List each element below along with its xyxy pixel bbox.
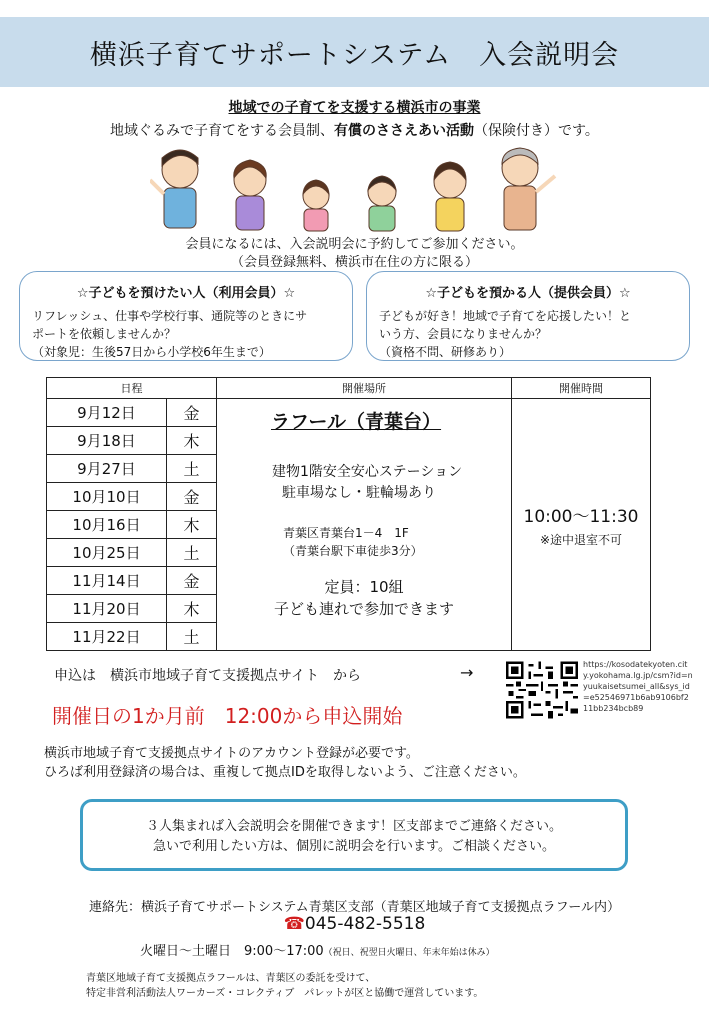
session-date: 9月12日 <box>47 399 167 427</box>
venue-kids-note: 子ども連れで参加できます <box>273 600 454 618</box>
session-date: 11月22日 <box>47 623 167 651</box>
venue-building: 建物1階安全安心ステーション <box>272 464 463 480</box>
session-date: 11月20日 <box>47 595 167 623</box>
office-hours: 火曜日～土曜日 9:00～17:00（祝日、祝翌日火曜日、年末年始は休み） <box>140 944 495 959</box>
arrow-icon: → <box>460 663 474 682</box>
session-date: 11月14日 <box>47 567 167 595</box>
venue-header: 開催場所 <box>217 378 512 399</box>
session-day: 土 <box>167 455 217 483</box>
session-day: 木 <box>167 427 217 455</box>
venue-parking: 駐車場なし・駐輪場あり <box>282 485 436 501</box>
user-member-box <box>19 271 353 361</box>
title-banner <box>0 17 709 87</box>
venue-name: ラフール（青葉台） <box>271 411 442 433</box>
qr-code-icon[interactable] <box>506 661 578 719</box>
session-date: 9月27日 <box>47 455 167 483</box>
session-date: 10月16日 <box>47 511 167 539</box>
tagline: 地域ぐるみで子育てをする会員制、有償のささえあい活動（保険付き）です。 <box>110 123 599 139</box>
page-title: 横浜子育てサポートシステム 入会説明会 <box>89 39 620 71</box>
account-requirement: 横浜市地域子育て支援拠点サイトのアカウント登録が必要です。 ひろば利用登録済の場合は、重複して拠点IDを取得しないよう、ご注意ください。 <box>44 746 526 780</box>
session-date: 10月10日 <box>47 483 167 511</box>
schedule-table <box>46 377 651 651</box>
time-header: 開催時間 <box>512 378 651 399</box>
venue-cell <box>217 399 512 651</box>
contact-info: 連絡先：横浜子育てサポートシステム青葉区支部（青葉区地域子育て支援拠点ラフール内） <box>88 900 621 915</box>
application-start: 開催日の1か月前 12:00から申込開始 <box>52 704 403 728</box>
session-date: 9月18日 <box>47 427 167 455</box>
user-member-desc: リフレッシュ、仕事や学校行事、通院等のときにサ ポートを依頼しませんか？ （対象児：生後57日から小学校6年生まで） <box>32 309 308 359</box>
user-member-heading: ☆子どもを預けたい人（利用会員）☆ <box>76 286 296 301</box>
footer-note: 青葉区地域子育て支援拠点ラフールは、青葉区の委託を受けて、 特定非営利活動法人ワーカーズ・コレクティブ パレットが区と協働で運営しています。 <box>86 973 484 999</box>
time-cell <box>512 399 651 651</box>
provider-member-heading: ☆子どもを預かる人（提供会員）☆ <box>425 286 631 301</box>
provider-member-desc: 子どもが好き！地域で子育てを応援したい！と いう方、会員になりませんか？ （資格不問、研修あり） <box>379 309 632 359</box>
join-note-2: （会員登録無料、横浜市在住の方に限る） <box>230 255 478 270</box>
session-day: 木 <box>167 511 217 539</box>
subtitle: 地域での子育てを支援する横浜市の事業 <box>228 100 481 116</box>
phone-icon: ☎ <box>283 914 305 934</box>
family-illustration <box>150 142 560 234</box>
time-note: ※途中退室不可 <box>539 532 623 547</box>
table-row <box>47 399 651 427</box>
phone-number[interactable]: ☎045-482-5518 <box>283 914 426 934</box>
session-time: 10:00～11:30 <box>523 506 639 527</box>
session-day: 木 <box>167 595 217 623</box>
join-note-1: 会員になるには、入会説明会に予約してご参加ください。 <box>185 237 524 252</box>
session-date: 10月25日 <box>47 539 167 567</box>
signup-url[interactable]: https://kosodatekyoten.city.yokohama.lg.jp/csm?id=nyuukaisetsumei_all&sys_id=e52546971b6ab9106bf211bb234bcb89 <box>583 660 693 713</box>
apply-text: 申込は 横浜市地域子育て支援拠点サイト から <box>54 668 362 684</box>
session-day: 土 <box>167 539 217 567</box>
session-day: 土 <box>167 623 217 651</box>
group-session-notice: ３人集まれば入会説明会を開催できます！区支部までご連絡ください。 急いで利用したい方は、個別に説明会を行います。ご相談ください。 <box>80 799 628 871</box>
venue-address: 青葉区青葉台1－4 1F <box>283 526 409 540</box>
session-day: 金 <box>167 567 217 595</box>
session-day: 金 <box>167 399 217 427</box>
venue-access: （青葉台駅下車徒歩3分） <box>283 544 423 558</box>
session-day: 金 <box>167 483 217 511</box>
date-header: 日程 <box>47 378 217 399</box>
provider-member-box <box>366 271 690 361</box>
venue-capacity: 定員：10組 <box>324 578 404 596</box>
